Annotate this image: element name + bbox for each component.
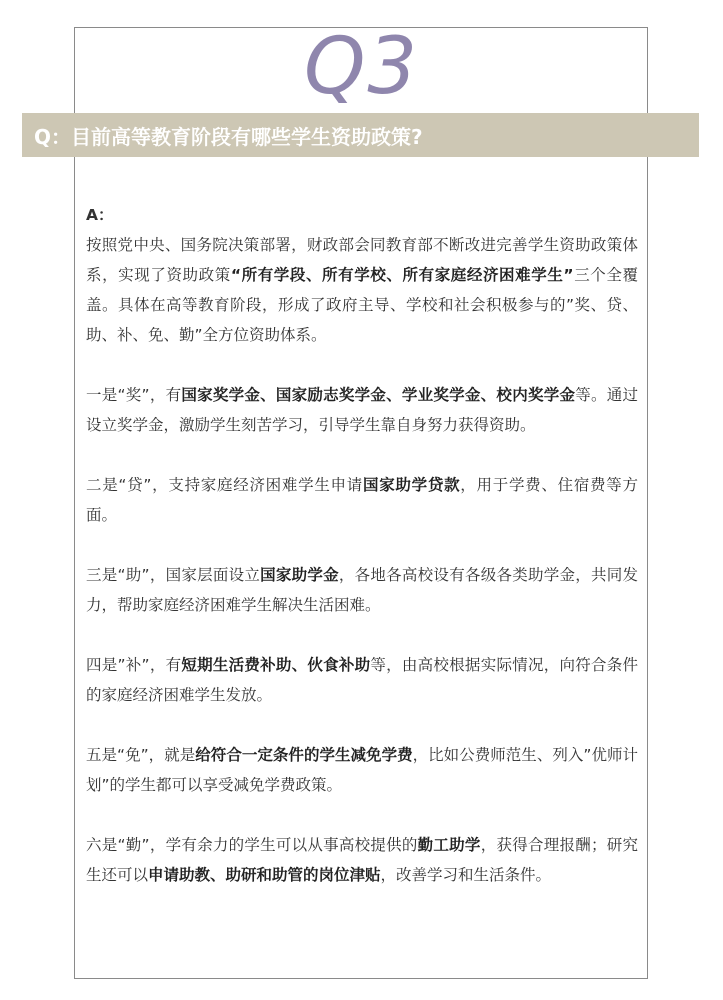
answer-label: A：	[86, 206, 114, 224]
emphasis-text: 国家奖学金、国家励志奖学金、学业奖学金、校内奖学金	[181, 386, 576, 404]
answer-paragraph	[86, 650, 638, 710]
answer-paragraph	[86, 230, 638, 350]
paragraph-text: 三个全覆盖。具体在高等教育阶段，形成了政府主导、学校和社会积极参与的”奖、贷、助、补、免、勤”全方位资助体系。	[86, 266, 638, 344]
emphasis-text: 国家助学金	[260, 566, 339, 584]
paragraph-text: ，改善学习和生活条件。	[380, 866, 552, 884]
paragraph-text: ，比如公费师范生、列入”优师计划”的学生都可以享受减免学费政策。	[86, 746, 639, 794]
paragraph-text: ，各地各高校设有各级各类助学金，共同发力，帮助家庭经济困难学生解决生活困难。	[86, 566, 638, 614]
question-banner	[22, 113, 699, 157]
paragraph-text: 等。通过设立奖学金，激励学生刻苦学习，引导学生靠自身努力获得资助。	[86, 386, 638, 434]
answer-section	[86, 200, 638, 920]
answer-paragraph	[86, 740, 638, 800]
emphasis-text: 国家助学贷款	[362, 476, 461, 494]
paragraph-text: 六是“勤”，学有余力的学生可以从事高校提供的	[86, 836, 418, 854]
answer-paragraph	[86, 560, 638, 620]
question-number-mark: Q3	[303, 22, 420, 112]
emphasis-text: 短期生活费补助、伙食补助	[181, 656, 371, 674]
emphasis-text: 勤工助学	[417, 836, 481, 854]
emphasis-text: 申请助教、助研和助管的岗位津贴	[148, 866, 381, 884]
paragraph-text: ，用于学费、住宿费等方面。	[86, 476, 638, 524]
emphasis-text: “所有学段、所有学校、所有家庭经济困难学生”	[230, 266, 574, 284]
paragraph-text: 一是“奖”，有	[86, 386, 182, 404]
answer-paragraph	[86, 380, 638, 440]
answer-body	[86, 230, 638, 890]
question-text: Q：目前高等教育阶段有哪些学生资助政策?	[34, 124, 423, 149]
paragraph-text: 等，由高校根据实际情况，向符合条件的家庭经济困难学生发放。	[86, 656, 638, 704]
answer-paragraph	[86, 470, 638, 530]
paragraph-text: 三是“助”，国家层面设立	[86, 566, 261, 584]
answer-paragraph	[86, 830, 638, 890]
paragraph-text: 四是”补”，有	[86, 656, 182, 674]
paragraph-text: 按照党中央、国务院决策部署，财政部会同教育部不断改进完善学生资助政策体系，实现了资助政策	[86, 236, 638, 284]
paragraph-text: 二是“贷”，支持家庭经济困难学生申请	[86, 476, 363, 494]
paragraph-text: ，获得合理报酬；研究生还可以	[86, 836, 638, 884]
paragraph-text: 五是“免”，就是	[86, 746, 196, 764]
emphasis-text: 给符合一定条件的学生减免学费	[195, 746, 413, 764]
